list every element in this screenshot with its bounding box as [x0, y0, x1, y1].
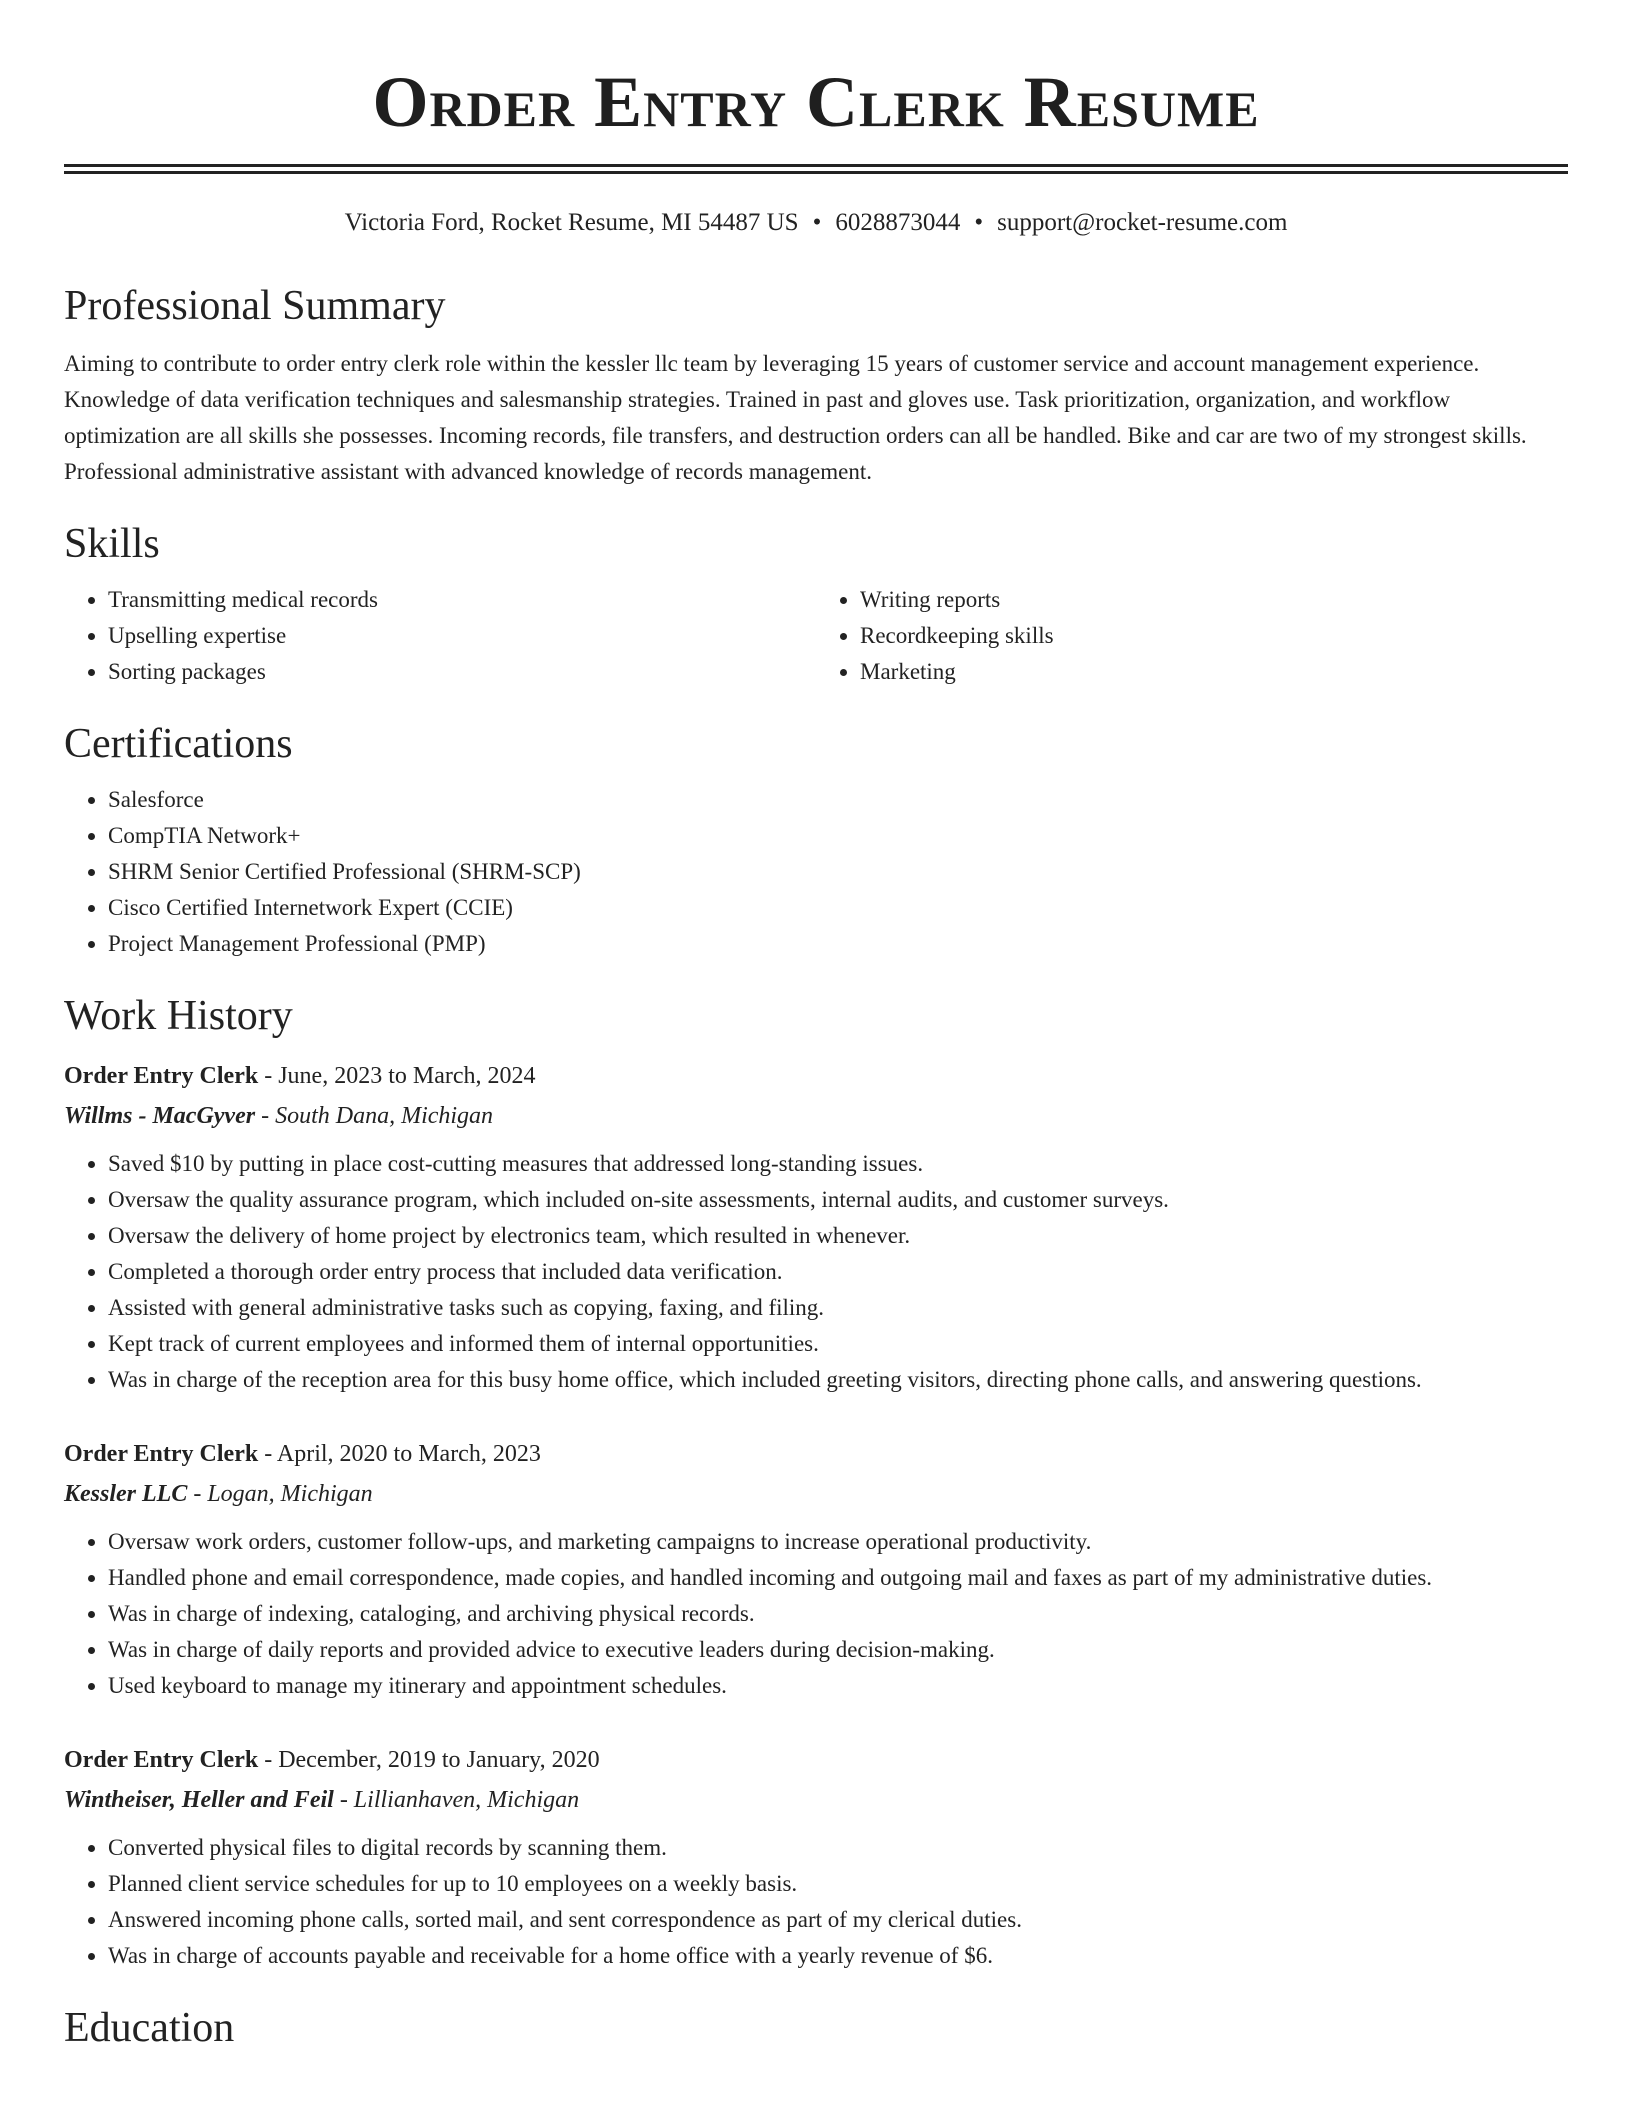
summary-heading: Professional Summary — [64, 283, 446, 329]
job-title-line — [64, 1056, 1568, 1096]
company-line — [64, 1780, 1568, 1820]
company-name: Wintheiser, Heller and Feil — [64, 1787, 334, 1813]
job-bullets — [64, 1830, 1568, 1974]
skills-section — [64, 518, 1568, 690]
job-dates: - June, 2023 to March, 2024 — [258, 1063, 536, 1089]
work-history-heading: Work History — [64, 993, 293, 1039]
contact-address: Victoria Ford, Rocket Resume, MI 54487 US — [344, 209, 799, 236]
list-item: • Planned client service schedules for up to 10 employees on a weekly basis. — [108, 1866, 1568, 1902]
contact-phone: 6028873044 — [835, 209, 961, 236]
list-item: • Cisco Certified Internetwork Expert (CCIE) — [108, 890, 1568, 926]
job-entry — [64, 1434, 1568, 1704]
list-item: • Oversaw work orders, customer follow-ups, and marketing campaigns to increase operational productivity. — [108, 1524, 1568, 1560]
list-item: • Salesforce — [108, 782, 1568, 818]
list-item: • Saved $10 by putting in place cost-cutting measures that addressed long-standing issues. — [108, 1146, 1568, 1182]
summary-section — [64, 280, 1568, 490]
contact-email: support@rocket-resume.com — [997, 209, 1288, 236]
list-item: • Recordkeeping skills — [860, 618, 1568, 654]
skills-heading: Skills — [64, 521, 160, 567]
job-entry — [64, 1056, 1568, 1398]
list-item: • Was in charge of daily reports and provided advice to executive leaders during decision-making. — [108, 1632, 1568, 1668]
company-location: - Logan, Michigan — [187, 1481, 373, 1507]
list-item: • Was in charge of accounts payable and receivable for a home office with a yearly revenue of $6. — [108, 1938, 1568, 1974]
list-item: • Transmitting medical records — [108, 582, 816, 618]
work-history-section — [64, 990, 1568, 1974]
education-section — [64, 2002, 1568, 2054]
list-item: • Assisted with general administrative tasks such as copying, faxing, and filing. — [108, 1290, 1568, 1326]
company-name: Willms - MacGyver — [64, 1103, 256, 1129]
list-item: • SHRM Senior Certified Professional (SHRM-SCP) — [108, 854, 1568, 890]
list-item: • Upselling expertise — [108, 618, 816, 654]
page-title: Order Entry Clerk Resume — [372, 62, 1260, 142]
skills-columns — [64, 582, 1568, 690]
job-dates: - April, 2020 to March, 2023 — [258, 1441, 541, 1467]
job-dates: - December, 2019 to January, 2020 — [258, 1747, 600, 1773]
job-bullets — [64, 1146, 1568, 1398]
company-name: Kessler LLC — [64, 1481, 188, 1507]
list-item: • Answered incoming phone calls, sorted mail, and sent correspondence as part of my clerical duties. — [108, 1902, 1568, 1938]
skills-right-list — [816, 582, 1568, 690]
company-location: - South Dana, Michigan — [255, 1103, 494, 1129]
list-item: • Sorting packages — [108, 654, 816, 690]
list-item: • Completed a thorough order entry process that included data verification. — [108, 1254, 1568, 1290]
list-item: • Project Management Professional (PMP) — [108, 926, 1568, 962]
job-title: Order Entry Clerk — [64, 1747, 259, 1773]
company-location: - Lillianhaven, Michigan — [333, 1787, 580, 1813]
job-title-line — [64, 1434, 1568, 1474]
skills-left-list — [64, 582, 816, 690]
contact-line — [64, 206, 1568, 240]
certifications-heading: Certifications — [64, 721, 293, 767]
job-title-line — [64, 1740, 1568, 1780]
certifications-section — [64, 718, 1568, 962]
contact-separator: • — [812, 209, 822, 236]
list-item: • Writing reports — [860, 582, 1568, 618]
certifications-list — [64, 782, 1568, 962]
company-line — [64, 1096, 1568, 1136]
list-item: • Oversaw the delivery of home project by electronics team, which resulted in whenever. — [108, 1218, 1568, 1254]
list-item: • Marketing — [860, 654, 1568, 690]
job-title: Order Entry Clerk — [64, 1063, 259, 1089]
company-line — [64, 1474, 1568, 1514]
job-entry — [64, 1740, 1568, 1974]
list-item: • Kept track of current employees and informed them of internal opportunities. — [108, 1326, 1568, 1362]
summary-text: Aiming to contribute to order entry clerk role within the kessler llc team by leveraging 15 years of customer service and account management experience. Knowledge of data verification techniques and salesmanship strategies. Trained in past and gloves use. Task prioritization, organization, and workflow optimization are all skills she possesses. Incoming records, file transfers, and destruction orders can all be handled. Bike and car are two of my strongest skills. Professional administrative assistant with advanced knowledge of records management. — [64, 351, 1527, 484]
job-title: Order Entry Clerk — [64, 1441, 259, 1467]
list-item: • Oversaw the quality assurance program, which included on-site assessments, internal audits, and customer surveys. — [108, 1182, 1568, 1218]
list-item: • Used keyboard to manage my itinerary and appointment schedules. — [108, 1668, 1568, 1704]
list-item: • Handled phone and email correspondence, made copies, and handled incoming and outgoing mail and faxes as part of my administrative duties. — [108, 1560, 1568, 1596]
list-item: • Was in charge of the reception area for this busy home office, which included greeting visitors, directing phone calls, and answering questions. — [108, 1362, 1568, 1398]
list-item: • CompTIA Network+ — [108, 818, 1568, 854]
title-divider — [64, 164, 1568, 174]
job-bullets — [64, 1524, 1568, 1704]
education-heading: Education — [64, 2005, 235, 2051]
list-item: • Was in charge of indexing, cataloging, and archiving physical records. — [108, 1596, 1568, 1632]
contact-separator: • — [974, 209, 984, 236]
list-item: • Converted physical files to digital records by scanning them. — [108, 1830, 1568, 1866]
